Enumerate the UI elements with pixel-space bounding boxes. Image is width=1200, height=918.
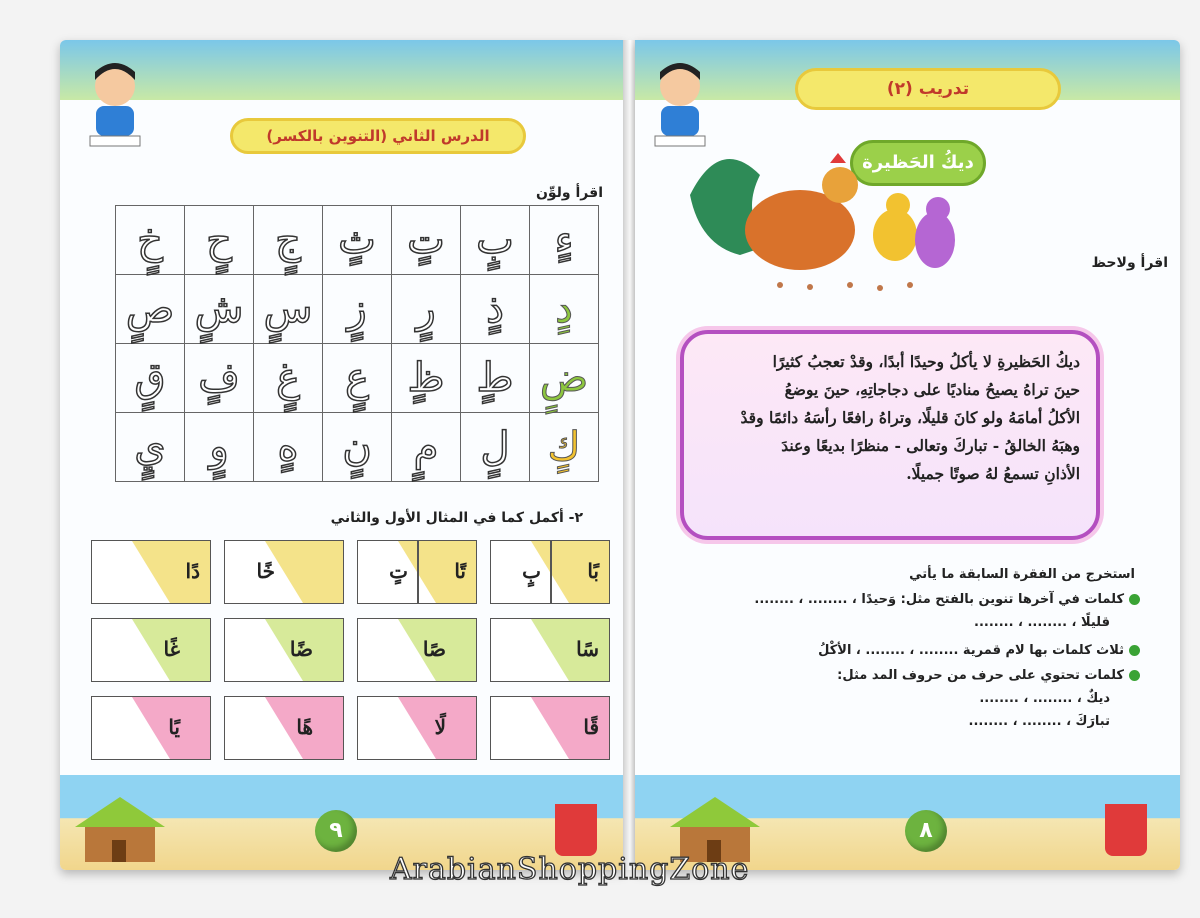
letter-cell: يٍ	[116, 413, 185, 482]
lesson-title: الدرس الثاني (التنوين بالكسر)	[230, 118, 526, 154]
answer-box	[490, 540, 610, 604]
question-text: كلمات تحتوي على حرف من حروف المد مثل:	[837, 668, 1124, 683]
letter-cell: فٍ	[185, 344, 254, 413]
watermark: ArabianShoppingZone	[390, 852, 750, 887]
letter-cell: خٍ	[116, 206, 185, 275]
letter-cell: ثٍ	[323, 206, 392, 275]
letter-cell: صٍ	[116, 275, 185, 344]
box-answer: هًا	[296, 715, 313, 739]
question-text: تبارَكَ ، ........ ، ........	[968, 714, 1110, 729]
letter-cell: كٍ	[530, 413, 599, 482]
question-item	[974, 615, 1110, 630]
letter-cell: تٍ	[392, 206, 461, 275]
bullet-icon	[1129, 670, 1140, 681]
read-instruction: اقرأ ولاحظ	[1091, 255, 1168, 271]
box-answer: تٍ	[389, 559, 408, 583]
pencil-cup-icon	[1105, 804, 1147, 856]
pencil-cup-icon	[555, 804, 597, 856]
box-answer: بًا	[587, 559, 599, 583]
answer-box	[224, 696, 344, 760]
box-answer: غًا	[163, 637, 180, 661]
letter-cell: عٍ	[323, 344, 392, 413]
question-text: قليلًا ، ........ ، ........	[974, 615, 1110, 630]
box-answer: قًا	[583, 715, 599, 739]
answer-box	[357, 540, 477, 604]
letter-cell: مٍ	[392, 413, 461, 482]
letter-grid	[115, 205, 599, 482]
story-title: ديكُ الحَظيرة	[850, 140, 986, 186]
question-item	[837, 668, 1140, 683]
box-answer: لًا	[434, 715, 446, 739]
question-text: ديكٌ ، ........ ، ........	[979, 691, 1110, 706]
answer-box	[91, 540, 211, 604]
box-answer: دًا	[185, 559, 200, 583]
letter-cell: دٍ	[530, 275, 599, 344]
grid-row	[116, 206, 599, 275]
question-item	[818, 643, 1140, 658]
answer-box	[91, 618, 211, 682]
answer-box	[224, 618, 344, 682]
open-book	[40, 40, 1190, 900]
box-answer: بٍ	[522, 559, 541, 583]
question-intro: استخرج من الفقرة السابقة ما يأتي	[909, 567, 1135, 582]
box-answer: صًا	[422, 637, 446, 661]
question-item	[754, 592, 1140, 607]
letter-cell: شٍ	[185, 275, 254, 344]
page-number-8: ٨	[905, 810, 947, 852]
letter-cell: هٍ	[254, 413, 323, 482]
rooster-and-hens-illustration	[680, 135, 960, 295]
letter-cell: ظٍ	[392, 344, 461, 413]
exercise-title: ٢- أكمل كما في المثال الأول والثاني	[330, 510, 583, 526]
passage-line: وهبَهُ الخالقُ - تباركَ وتعالى - منظرًا بديعًا وعندَ	[781, 436, 1080, 455]
house-illustration	[70, 792, 170, 862]
box-answer: خًا	[256, 559, 275, 583]
letter-cell: حٍ	[185, 206, 254, 275]
reading-child-illustration	[80, 58, 150, 153]
box-answer: ضًا	[289, 637, 313, 661]
grid-row	[116, 275, 599, 344]
passage-line: ديكُ الحَظيرةِ لا يأكلُ وحيدًا أبدًا، وقدْ تعجبُ كثيرًا	[772, 352, 1080, 371]
box-answer: يًا	[168, 715, 180, 739]
letter-cell: بٍ	[461, 206, 530, 275]
answer-box	[224, 540, 344, 604]
letter-cell: وٍ	[185, 413, 254, 482]
box-answer: تًا	[454, 559, 466, 583]
passage-line: الأذانِ تسمعُ لهُ صوتًا جميلًا.	[906, 464, 1080, 483]
letter-cell: ضٍ	[530, 344, 599, 413]
question-item	[969, 714, 1110, 729]
letter-cell: ءٍ	[530, 206, 599, 275]
letter-cell: طٍ	[461, 344, 530, 413]
question-item	[979, 691, 1110, 706]
passage-line: الأكلُ أمامَهُ ولو كانَ قليلًا، وتراهُ رافعًا رأسَهُ دائمًا وقدْ	[740, 408, 1080, 427]
box-answer: سًا	[576, 637, 599, 661]
letter-cell: رٍ	[392, 275, 461, 344]
letter-cell: لٍ	[461, 413, 530, 482]
page-number-9: ٩	[315, 810, 357, 852]
letter-cell: ذٍ	[461, 275, 530, 344]
answer-box	[91, 696, 211, 760]
letter-cell: غٍ	[254, 344, 323, 413]
question-text: ثلاث كلمات بها لام قمرية ........ ، ........ ، الأكْلُ	[818, 643, 1124, 658]
grid-instruction: اقرأ ولوِّن	[535, 185, 603, 201]
passage-line: حينَ تراهُ يصيحُ مناديًا على دجاجاتِهِ، حينَ يوضعُ	[784, 380, 1080, 399]
letter-cell: سٍ	[254, 275, 323, 344]
letter-cell: قٍ	[116, 344, 185, 413]
letter-cell: جٍ	[254, 206, 323, 275]
letter-cell: نٍ	[323, 413, 392, 482]
bullet-icon	[1129, 645, 1140, 656]
letter-cell: زٍ	[323, 275, 392, 344]
grid-row	[116, 344, 599, 413]
answer-box	[490, 696, 610, 760]
answer-box	[357, 618, 477, 682]
story-passage	[680, 330, 1100, 540]
left-page	[60, 40, 625, 870]
practice-title: تدريب (٢)	[795, 68, 1061, 110]
right-page	[635, 40, 1180, 870]
question-text: كلمات في آخرها تنوين بالفتح مثل: وَحيدًا ، ........ ، ........	[754, 592, 1124, 607]
answer-box	[357, 696, 477, 760]
answer-box	[490, 618, 610, 682]
grid-row	[116, 413, 599, 482]
bullet-icon	[1129, 594, 1140, 605]
